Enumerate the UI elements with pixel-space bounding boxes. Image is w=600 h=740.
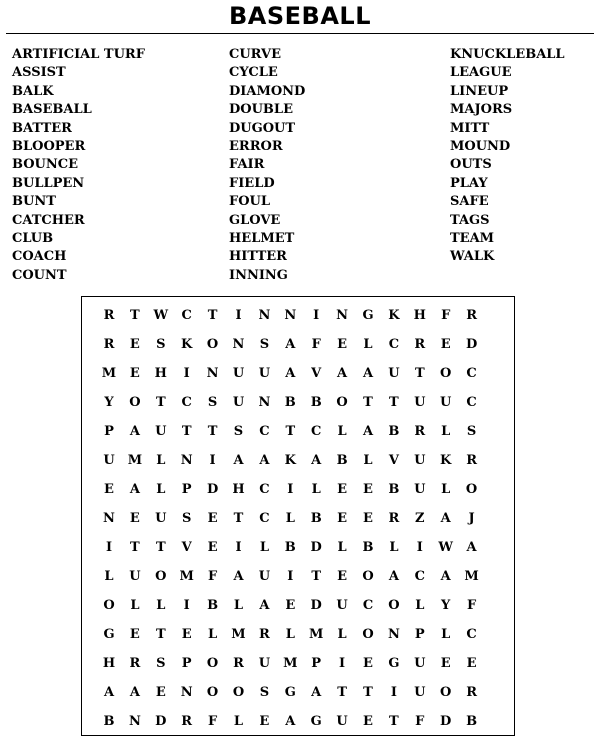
grid-letter[interactable]: T	[233, 511, 244, 526]
grid-row	[82, 475, 514, 504]
grid-letter[interactable]: O	[388, 598, 400, 613]
grid-letter[interactable]: I	[235, 308, 242, 323]
grid-letter[interactable]: R	[181, 714, 193, 729]
word-list-item: ERROR	[229, 139, 283, 155]
grid-letter[interactable]: E	[363, 656, 373, 671]
grid-letter[interactable]: B	[336, 453, 348, 468]
grid-letter[interactable]: L	[363, 337, 373, 352]
grid-letter[interactable]: L	[104, 569, 114, 584]
grid-letter[interactable]: I	[235, 540, 242, 555]
word-list-item: COUNT	[12, 267, 67, 283]
grid-letter[interactable]: T	[130, 540, 140, 555]
word-list-item: PLAY	[450, 175, 488, 191]
grid-letter[interactable]: Y	[441, 598, 451, 613]
grid-letter[interactable]: P	[181, 656, 192, 671]
grid-letter[interactable]: I	[313, 308, 320, 323]
grid-row	[82, 591, 514, 620]
grid-letter[interactable]: T	[155, 395, 166, 410]
grid-letter[interactable]: L	[130, 598, 140, 613]
grid-letter[interactable]: L	[208, 627, 218, 642]
grid-letter[interactable]: E	[363, 714, 373, 729]
grid-letter[interactable]: L	[156, 482, 166, 497]
grid-row	[82, 649, 514, 678]
word-list-item: GLOVE	[229, 212, 281, 228]
grid-letter[interactable]: V	[181, 540, 192, 555]
grid-letter[interactable]: S	[259, 685, 270, 700]
grid-letter[interactable]: I	[339, 656, 346, 671]
word-list-item: FAIR	[229, 157, 265, 173]
grid-letter[interactable]: I	[183, 598, 190, 613]
grid-letter[interactable]: C	[362, 598, 374, 613]
grid-letter[interactable]: A	[466, 540, 477, 555]
grid-letter[interactable]: U	[440, 395, 452, 410]
grid-row	[82, 446, 514, 475]
grid-letter[interactable]: R	[233, 656, 244, 671]
grid-letter[interactable]: U	[155, 511, 167, 526]
grid-letter[interactable]: J	[468, 511, 475, 526]
grid-letter[interactable]: R	[258, 627, 270, 642]
grid-letter[interactable]: L	[337, 627, 347, 642]
word-list-item: LINEUP	[450, 83, 509, 99]
grid-letter[interactable]: B	[388, 482, 400, 497]
title-divider	[6, 33, 594, 34]
word-list-item: MITT	[450, 120, 490, 136]
page-title: BASEBALL	[229, 2, 371, 30]
grid-letter[interactable]: N	[206, 366, 219, 381]
grid-letter[interactable]: T	[311, 569, 322, 584]
grid-letter[interactable]: A	[311, 685, 322, 700]
grid-letter[interactable]: V	[388, 453, 399, 468]
word-list-item: DUGOUT	[229, 120, 296, 136]
grid-letter[interactable]: G	[103, 627, 115, 642]
grid-letter[interactable]: C	[181, 395, 192, 410]
grid-letter[interactable]: E	[337, 482, 348, 497]
grid-letter[interactable]: B	[466, 714, 478, 729]
word-list-item: FOUL	[229, 194, 271, 210]
grid-letter[interactable]: O	[206, 685, 219, 700]
grid-letter[interactable]: L	[441, 424, 451, 439]
word-list-item: CYCLE	[229, 65, 278, 81]
grid-letter[interactable]: S	[233, 424, 244, 439]
grid-letter[interactable]: A	[129, 424, 140, 439]
word-list-item: TEAM	[450, 231, 495, 247]
grid-letter[interactable]: F	[466, 598, 477, 613]
grid-letter[interactable]: T	[363, 395, 373, 410]
grid-letter[interactable]: L	[259, 540, 269, 555]
grid-letter[interactable]: L	[156, 453, 166, 468]
grid-letter[interactable]: A	[285, 714, 296, 729]
grid-letter[interactable]: G	[388, 656, 400, 671]
grid-letter[interactable]: B	[310, 511, 322, 526]
grid-letter[interactable]: C	[259, 511, 270, 526]
word-list-item: CLUB	[12, 231, 54, 247]
grid-letter[interactable]: W	[153, 308, 169, 323]
grid-letter[interactable]: F	[207, 569, 218, 584]
grid-letter[interactable]: T	[414, 366, 425, 381]
grid-letter[interactable]: U	[414, 656, 426, 671]
grid-letter[interactable]: O	[103, 598, 115, 613]
grid-letter[interactable]: N	[128, 714, 141, 729]
grid-letter[interactable]: E	[207, 540, 218, 555]
grid-letter[interactable]: D	[310, 540, 322, 555]
grid-letter[interactable]: R	[466, 685, 477, 700]
grid-letter[interactable]: A	[285, 366, 296, 381]
grid-letter[interactable]: D	[310, 598, 322, 613]
grid-letter[interactable]: I	[287, 569, 294, 584]
grid-letter[interactable]: O	[362, 569, 374, 584]
word-list-item: CATCHER	[12, 212, 85, 228]
grid-letter[interactable]: S	[156, 656, 166, 671]
grid-letter[interactable]: L	[156, 598, 166, 613]
grid-letter[interactable]: M	[231, 627, 246, 642]
grid-letter[interactable]: N	[258, 308, 271, 323]
grid-letter[interactable]: O	[155, 569, 167, 584]
grid-letter[interactable]: A	[311, 453, 322, 468]
grid-letter[interactable]: T	[363, 685, 373, 700]
grid-letter[interactable]: C	[466, 366, 477, 381]
grid-letter[interactable]: L	[337, 540, 347, 555]
grid-letter[interactable]: L	[233, 598, 244, 613]
grid-letter[interactable]: R	[129, 656, 141, 671]
grid-letter[interactable]: N	[232, 337, 245, 352]
grid-letter[interactable]: L	[337, 424, 347, 439]
grid-row	[82, 417, 514, 446]
grid-letter[interactable]: I	[287, 482, 294, 497]
grid-letter[interactable]: E	[207, 511, 218, 526]
grid-letter[interactable]: U	[232, 366, 245, 381]
word-list-column-1	[12, 46, 145, 285]
grid-letter[interactable]: L	[441, 482, 451, 497]
grid-letter[interactable]: O	[336, 395, 348, 410]
grid-letter[interactable]: T	[207, 308, 218, 323]
grid-letter[interactable]: R	[466, 308, 477, 323]
grid-letter[interactable]: I	[105, 540, 113, 555]
grid-letter[interactable]: R	[466, 453, 477, 468]
word-list-item: INNING	[229, 267, 288, 283]
grid-letter[interactable]: D	[206, 482, 219, 497]
grid-letter[interactable]: M	[308, 627, 324, 642]
grid-letter[interactable]: L	[389, 540, 399, 555]
grid-letter[interactable]: C	[388, 337, 400, 352]
grid-letter[interactable]: A	[388, 569, 399, 584]
grid-letter[interactable]: V	[311, 366, 322, 381]
grid-letter[interactable]: A	[440, 511, 451, 526]
grid-letter[interactable]: T	[389, 714, 399, 729]
grid-letter[interactable]: E	[440, 337, 451, 352]
grid-letter[interactable]: D	[440, 714, 452, 729]
grid-letter[interactable]: S	[207, 395, 218, 410]
grid-letter[interactable]: M	[127, 453, 143, 468]
grid-letter[interactable]: N	[387, 627, 400, 642]
grid-letter[interactable]: U	[414, 685, 426, 700]
grid-letter[interactable]: F	[207, 714, 218, 729]
grid-letter[interactable]: N	[103, 511, 115, 526]
grid-letter[interactable]: U	[258, 569, 271, 584]
word-search-grid[interactable]	[81, 296, 515, 736]
grid-row	[82, 620, 514, 649]
grid-letter[interactable]: R	[103, 337, 115, 352]
grid-letter[interactable]: Z	[415, 511, 425, 526]
word-list-item: WALK	[450, 249, 495, 265]
grid-letter[interactable]: C	[259, 482, 270, 497]
grid-letter[interactable]: U	[388, 366, 400, 381]
grid-letter[interactable]: L	[285, 627, 295, 642]
word-list-item: CURVE	[229, 47, 282, 62]
grid-letter[interactable]: U	[414, 482, 426, 497]
grid-letter[interactable]: B	[388, 424, 400, 439]
grid-letter[interactable]: B	[103, 714, 115, 729]
grid-letter[interactable]: S	[259, 337, 270, 352]
grid-letter[interactable]: T	[285, 424, 296, 439]
grid-letter[interactable]: W	[438, 540, 453, 555]
grid-letter[interactable]: E	[129, 627, 140, 642]
grid-letter[interactable]: F	[441, 308, 451, 323]
word-list-item: ARTIFICIAL TURF	[12, 47, 145, 62]
grid-letter[interactable]: H	[102, 656, 116, 671]
grid-letter[interactable]: S	[466, 424, 477, 439]
word-list-item: DIAMOND	[229, 83, 306, 99]
word-list-item: BUNT	[12, 194, 56, 210]
word-list-item: SAFE	[450, 194, 489, 210]
grid-letter[interactable]: I	[390, 685, 397, 700]
grid-letter[interactable]: U	[414, 453, 426, 468]
grid-letter[interactable]: E	[337, 337, 348, 352]
grid-letter[interactable]: C	[259, 424, 270, 439]
grid-letter[interactable]: T	[155, 540, 166, 555]
grid-row	[82, 533, 514, 562]
grid-letter[interactable]: A	[103, 685, 115, 700]
word-list-item: HITTER	[229, 249, 287, 265]
grid-letter[interactable]: M	[101, 366, 117, 381]
word-list-item: COACH	[12, 249, 67, 265]
grid-letter[interactable]: P	[104, 424, 114, 439]
grid-letter[interactable]: L	[311, 482, 321, 497]
grid-letter[interactable]: N	[180, 453, 193, 468]
grid-letter[interactable]: E	[337, 511, 348, 526]
grid-letter[interactable]: N	[258, 395, 271, 410]
grid-letter[interactable]: D	[155, 714, 167, 729]
grid-letter[interactable]: A	[129, 482, 140, 497]
grid-letter[interactable]: O	[440, 685, 452, 700]
word-list-item: BATTER	[12, 120, 72, 136]
grid-letter[interactable]: B	[284, 395, 296, 410]
grid-letter[interactable]: H	[232, 482, 245, 497]
grid-letter[interactable]: P	[181, 482, 192, 497]
word-list-item: BASEBALL	[12, 102, 92, 118]
grid-letter[interactable]: I	[416, 540, 423, 555]
word-list-item: BLOOPER	[12, 139, 86, 155]
grid-letter[interactable]: K	[181, 337, 193, 352]
grid-letter[interactable]: L	[233, 714, 244, 729]
grid-letter[interactable]: U	[232, 395, 245, 410]
grid-letter[interactable]: M	[179, 569, 194, 584]
grid-letter[interactable]: C	[466, 627, 477, 642]
grid-letter[interactable]: T	[181, 424, 192, 439]
grid-letter[interactable]: O	[440, 366, 452, 381]
grid-letter[interactable]: L	[363, 453, 373, 468]
grid-letter[interactable]: K	[440, 453, 452, 468]
grid-letter[interactable]: A	[233, 569, 244, 584]
grid-letter[interactable]: L	[415, 598, 425, 613]
grid-letter[interactable]: T	[337, 685, 347, 700]
grid-letter[interactable]: P	[414, 627, 425, 642]
grid-letter[interactable]: L	[441, 627, 451, 642]
grid-letter[interactable]: N	[336, 308, 349, 323]
grid-letter[interactable]: R	[103, 308, 115, 323]
grid-letter[interactable]: B	[207, 598, 219, 613]
grid-letter[interactable]: K	[388, 308, 400, 323]
grid-letter[interactable]: U	[155, 424, 167, 439]
grid-letter[interactable]: B	[310, 395, 322, 410]
grid-letter[interactable]: U	[258, 366, 271, 381]
grid-letter[interactable]: O	[206, 337, 219, 352]
grid-letter[interactable]: B	[362, 540, 374, 555]
grid-letter[interactable]: A	[440, 569, 451, 584]
grid-letter[interactable]: S	[156, 337, 166, 352]
grid-letter[interactable]: A	[285, 337, 296, 352]
grid-letter[interactable]: E	[181, 627, 192, 642]
word-list-item: HELMET	[229, 231, 295, 247]
word-list-item: MOUND	[450, 139, 511, 155]
grid-letter[interactable]: T	[155, 627, 166, 642]
grid-letter[interactable]: U	[258, 656, 271, 671]
grid-letter[interactable]: E	[259, 714, 270, 729]
grid-letter[interactable]: O	[362, 627, 374, 642]
grid-letter[interactable]: U	[414, 395, 426, 410]
word-list-item: LEAGUE	[450, 65, 512, 81]
grid-letter[interactable]: O	[232, 685, 245, 700]
grid-letter[interactable]: T	[130, 308, 140, 323]
grid-letter[interactable]: E	[285, 598, 296, 613]
grid-letter[interactable]: Y	[104, 395, 114, 410]
grid-letter[interactable]: C	[311, 424, 322, 439]
grid-letter[interactable]: S	[181, 511, 192, 526]
grid-letter[interactable]: A	[259, 453, 270, 468]
grid-letter[interactable]: E	[104, 482, 114, 497]
grid-letter[interactable]: R	[414, 424, 426, 439]
word-list-item: ASSIST	[12, 65, 66, 81]
grid-letter[interactable]: O	[129, 395, 141, 410]
grid-letter[interactable]: P	[311, 656, 322, 671]
grid-letter[interactable]: I	[183, 366, 190, 381]
grid-letter[interactable]: A	[129, 685, 140, 700]
word-list-column-2	[229, 46, 305, 285]
word-list-item: TAGS	[450, 212, 490, 228]
grid-letter[interactable]: R	[414, 337, 426, 352]
grid-letter[interactable]: N	[180, 685, 193, 700]
grid-letter[interactable]: U	[129, 569, 141, 584]
grid-letter[interactable]: T	[389, 395, 399, 410]
grid-letter[interactable]: H	[413, 308, 426, 323]
grid-letter[interactable]: F	[415, 714, 425, 729]
grid-letter[interactable]: O	[465, 482, 478, 497]
grid-row	[82, 678, 514, 707]
grid-letter[interactable]: G	[284, 685, 296, 700]
grid-letter[interactable]: M	[464, 569, 479, 584]
grid-row	[82, 359, 514, 388]
grid-letter[interactable]: A	[233, 453, 244, 468]
word-list-item: BOUNCE	[12, 157, 79, 173]
grid-letter[interactable]: E	[129, 337, 140, 352]
grid-row	[82, 330, 514, 359]
grid-letter[interactable]: E	[440, 656, 451, 671]
grid-letter[interactable]: M	[283, 656, 298, 671]
word-list-item: DOUBLE	[229, 102, 293, 118]
grid-letter[interactable]: L	[285, 511, 295, 526]
grid-letter[interactable]: I	[209, 453, 216, 468]
grid-row	[82, 388, 514, 417]
grid-letter[interactable]: F	[311, 337, 321, 352]
grid-letter[interactable]: U	[336, 714, 348, 729]
grid-letter[interactable]: C	[466, 395, 477, 410]
grid-row	[82, 301, 514, 330]
grid-letter[interactable]: E	[466, 656, 477, 671]
grid-row	[82, 562, 514, 591]
grid-letter[interactable]: T	[207, 424, 218, 439]
grid-letter[interactable]: N	[284, 308, 297, 323]
grid-letter[interactable]: E	[363, 482, 373, 497]
word-list-item: MAJORS	[450, 102, 513, 118]
grid-letter[interactable]: B	[284, 540, 296, 555]
grid-letter[interactable]: C	[181, 308, 192, 323]
word-list-item: FIELD	[229, 175, 275, 191]
grid-letter[interactable]: U	[336, 598, 348, 613]
grid-letter[interactable]: D	[465, 337, 478, 352]
grid-letter[interactable]: C	[414, 569, 425, 584]
grid-letter[interactable]: H	[154, 366, 167, 381]
word-list-item: BULLPEN	[12, 175, 85, 191]
grid-letter[interactable]: G	[310, 714, 322, 729]
grid-row	[82, 707, 514, 736]
word-list-item: KNUCKLEBALL	[450, 47, 565, 62]
word-list-column-3	[450, 46, 565, 267]
grid-letter[interactable]: R	[388, 511, 400, 526]
grid-letter[interactable]: U	[103, 453, 115, 468]
word-list-item: OUTS	[450, 157, 492, 173]
grid-letter[interactable]: A	[259, 598, 270, 613]
grid-letter[interactable]: A	[362, 424, 374, 439]
grid-letter[interactable]: E	[363, 511, 373, 526]
grid-row	[82, 504, 514, 533]
grid-letter[interactable]: G	[362, 308, 374, 323]
grid-letter[interactable]: E	[129, 511, 140, 526]
grid-letter[interactable]: A	[362, 366, 374, 381]
grid-letter[interactable]: O	[206, 656, 219, 671]
grid-letter[interactable]: A	[337, 366, 348, 381]
word-list-item: BALK	[12, 83, 54, 99]
grid-letter[interactable]: E	[129, 366, 140, 381]
grid-letter[interactable]: K	[284, 453, 296, 468]
grid-letter[interactable]: E	[337, 569, 348, 584]
grid-letter[interactable]: E	[155, 685, 166, 700]
